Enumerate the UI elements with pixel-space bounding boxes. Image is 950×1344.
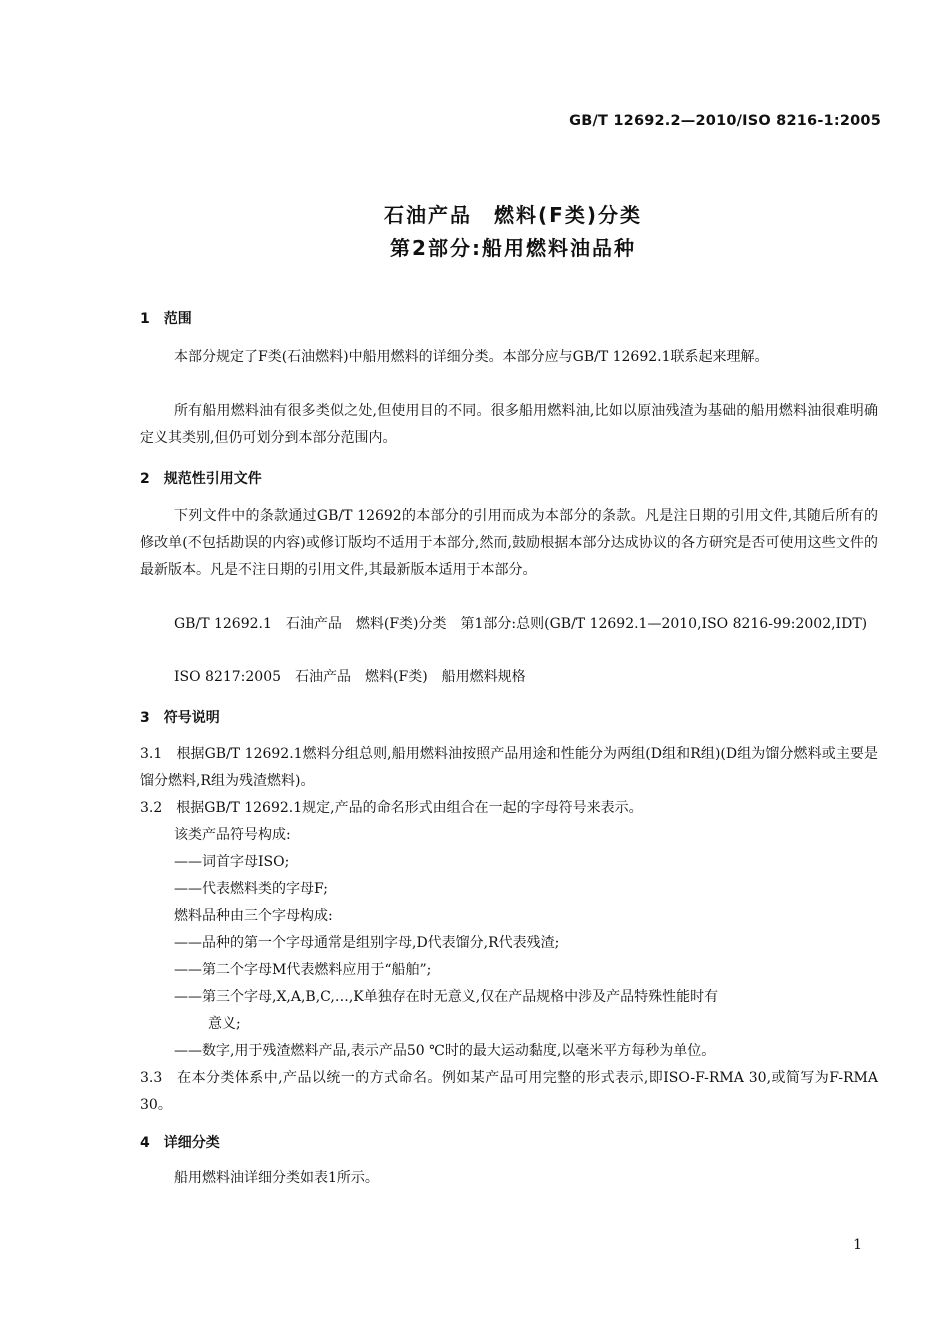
reference-2: ISO 8217:2005 石油产品 燃料(F类) 船用燃料规格 (174, 669, 526, 685)
section-1-heading: 1 范围 (140, 311, 192, 327)
clause-3-3: 3.3 在本分类体系中,产品以统一的方式命名。例如某产品可用完整的形式表示,即ISO-F-RMA 30,或简写为F-RMA 30。 (140, 1070, 878, 1113)
standard-number: GB/T 12692.2—2010/ISO 8216-1:2005 (569, 113, 881, 129)
list-item: ——词首字母ISO; (174, 854, 290, 870)
section-1-paragraph-2: 所有船用燃料油有很多类似之处,但使用目的不同。很多船用燃料油,比如以原油残渣为基础的船用燃料油很难明确定义其类别,但仍可划分到本部分范围内。 (140, 403, 878, 446)
document-title-line1: 石油产品 燃料(F类)分类 (384, 203, 642, 227)
clause-3-2: 3.2 根据GB/T 12692.1规定,产品的命名形式由组合在一起的字母符号来表示。 (140, 800, 643, 816)
section-4-heading: 4 详细分类 (140, 1135, 220, 1151)
clause-3-1: 3.1 根据GB/T 12692.1燃料分组总则,船用燃料油按照产品用途和性能分为两组(D组和R组)(D组为馏分燃料或主要是馏分燃料,R组为残渣燃料)。 (140, 746, 878, 789)
list-item: ——第二个字母M代表燃料应用于“船舶”; (174, 962, 432, 978)
reference-1: GB/T 12692.1 石油产品 燃料(F类)分类 第1部分:总则(GB/T 12692.1—2010,ISO 8216-99:2002,IDT) (174, 616, 868, 632)
list-item: ——第三个字母,X,A,B,C,…,K单独存在时无意义,仅在产品规格中涉及产品特殊性能时有 (174, 989, 719, 1005)
page-number: 1 (853, 1237, 862, 1253)
list-intro-varieties: 燃料品种由三个字母构成: (174, 908, 333, 924)
section-4-paragraph: 船用燃料油详细分类如表1所示。 (174, 1170, 379, 1186)
document-title-line2: 第2部分:船用燃料油品种 (390, 236, 636, 260)
section-2-heading: 2 规范性引用文件 (140, 471, 262, 487)
section-2-paragraph: 下列文件中的条款通过GB/T 12692的本部分的引用而成为本部分的条款。凡是注日期的引用文件,其随后所有的修改单(不包括勘误的内容)或修订版均不适用于本部分,然而,鼓励根据本部分达成协议的各方研究是否可使用这些文件的最新版本。凡是不注日期的引用文件,其最新版本适用于本部分。 (140, 508, 878, 578)
list-item: ——代表燃料类的字母F; (174, 881, 328, 897)
section-3-heading: 3 符号说明 (140, 710, 220, 726)
section-1-paragraph-1: 本部分规定了F类(石油燃料)中船用燃料的详细分类。本部分应与GB/T 12692.1联系起来理解。 (174, 349, 769, 365)
list-item-continuation: 意义; (208, 1016, 241, 1032)
list-item: ——数字,用于残渣燃料产品,表示产品50 ℃时的最大运动黏度,以毫米平方每秒为单位。 (174, 1043, 716, 1059)
list-intro-symbols: 该类产品符号构成: (174, 827, 291, 843)
list-item: ——品种的第一个字母通常是组别字母,D代表馏分,R代表残渣; (174, 935, 560, 951)
